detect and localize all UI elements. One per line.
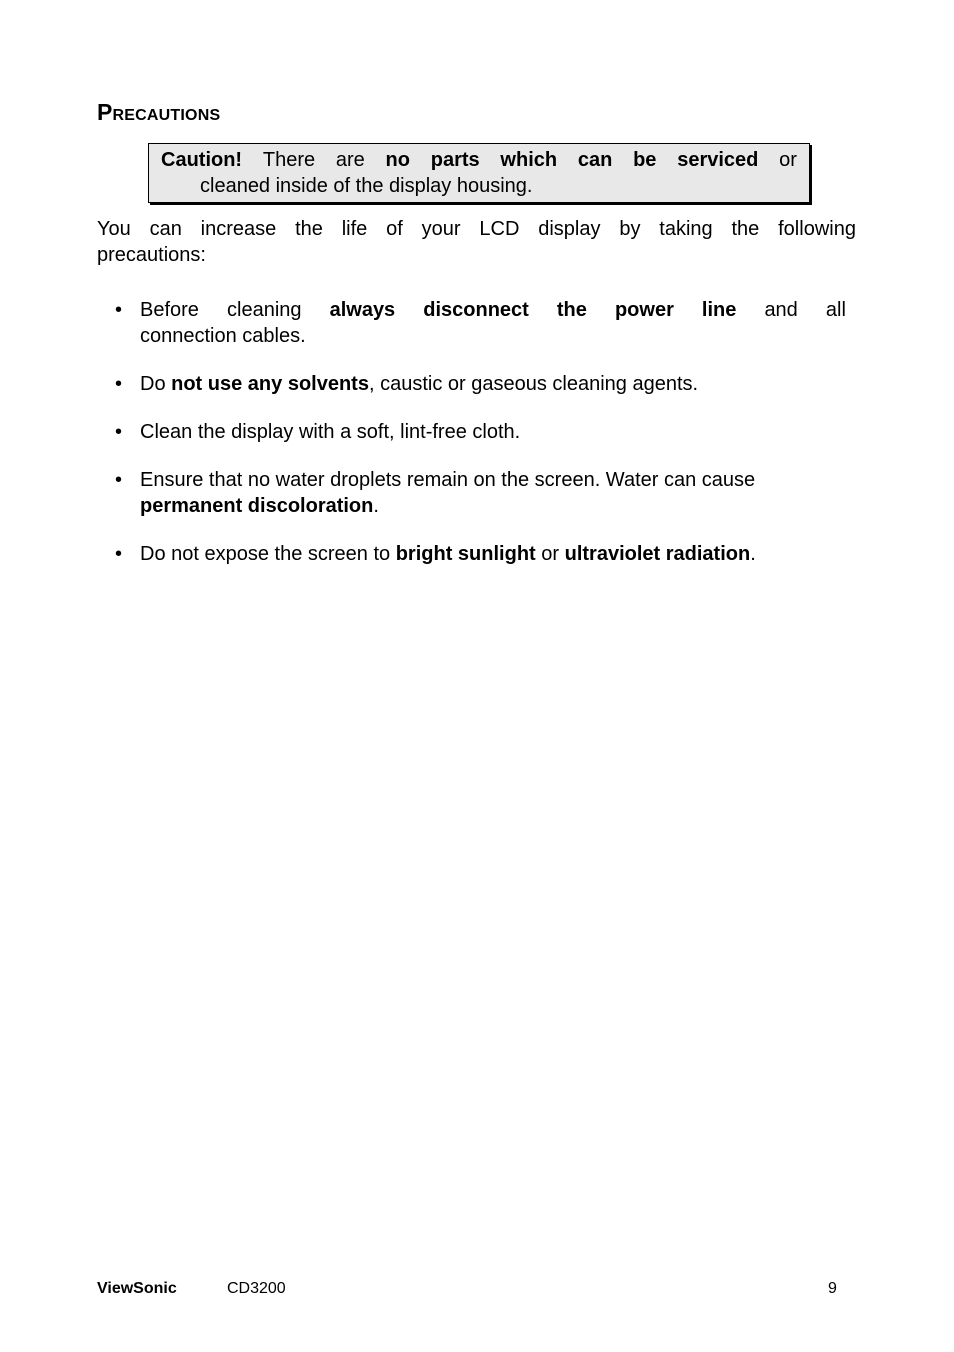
bold-word: power [614,299,674,321]
intro-word: of [386,218,403,240]
bullet-icon: • [115,543,123,565]
bullet-icon: • [115,373,123,395]
caution-bold-word: can [577,149,613,171]
list-item [112,541,846,567]
intro-word: the [295,218,323,240]
caution-word: are [335,149,365,171]
list-text: Ensure that no water droplets remain on the screen. Water can cause [140,469,756,491]
intro-word: following [778,218,856,240]
list-item [112,297,846,349]
word: Before [140,299,199,321]
caution-word: There [262,149,316,171]
caution-bold-word: which [500,149,558,171]
list-bold-text: ultraviolet radiation [564,543,751,565]
bold-word: the [556,299,587,321]
list-text: Do not expose the screen to [140,543,396,565]
bullet-icon: • [115,469,123,491]
intro-paragraph [97,216,856,268]
intro-word: You [97,218,131,240]
bullet-icon: • [115,299,123,321]
footer-brand: ViewSonic [97,1280,177,1297]
bullet-icon: • [115,421,123,443]
bold-word: always [329,299,396,321]
list-item [112,467,846,519]
footer-model: CD3200 [227,1280,286,1297]
word: and [764,299,798,321]
caution-word: or [779,149,797,171]
list-text: or [535,543,565,565]
caution-bold-word: serviced [677,149,759,171]
page-heading: Precautions [97,99,221,125]
caution-bold-word: parts [430,149,480,171]
list-item-line-2: connection cables. [140,325,306,347]
intro-line-1 [97,216,856,242]
bold-word: disconnect [423,299,529,321]
list-text: , caustic or gaseous cleaning agents. [368,373,699,395]
intro-word: your [421,218,461,240]
intro-word: life [341,218,368,240]
caution-box [148,143,810,203]
page-number: 9 [828,1280,837,1297]
intro-word: increase [200,218,277,240]
caution-label: Caution! [161,149,243,171]
caution-bold-word: no [385,149,410,171]
intro-word: by [619,218,641,240]
list-item-line-1 [140,297,846,323]
list-item [112,419,846,445]
list-bold-text: bright sunlight [395,543,536,565]
list-text: Clean the display with a soft, lint-free cloth. [140,421,521,443]
list-text: . [750,543,756,565]
intro-word: LCD [479,218,520,240]
caution-line-2: cleaned inside of the display housing. [200,175,533,197]
intro-line-2: precautions: [97,244,206,266]
intro-word: can [149,218,182,240]
intro-word: the [731,218,760,240]
bold-word: line [701,299,737,321]
caution-line-1 [161,147,797,173]
intro-word: display [538,218,601,240]
list-text: . [373,495,379,517]
list-item [112,371,846,397]
list-bold-text: not use any solvents [171,373,369,395]
caution-bold-word: be [633,149,657,171]
intro-word: taking [659,218,713,240]
list-bold-text: permanent discoloration [140,495,374,517]
word: cleaning [227,299,302,321]
precautions-list [112,297,846,589]
list-text: Do [140,373,172,395]
word: all [825,299,846,321]
